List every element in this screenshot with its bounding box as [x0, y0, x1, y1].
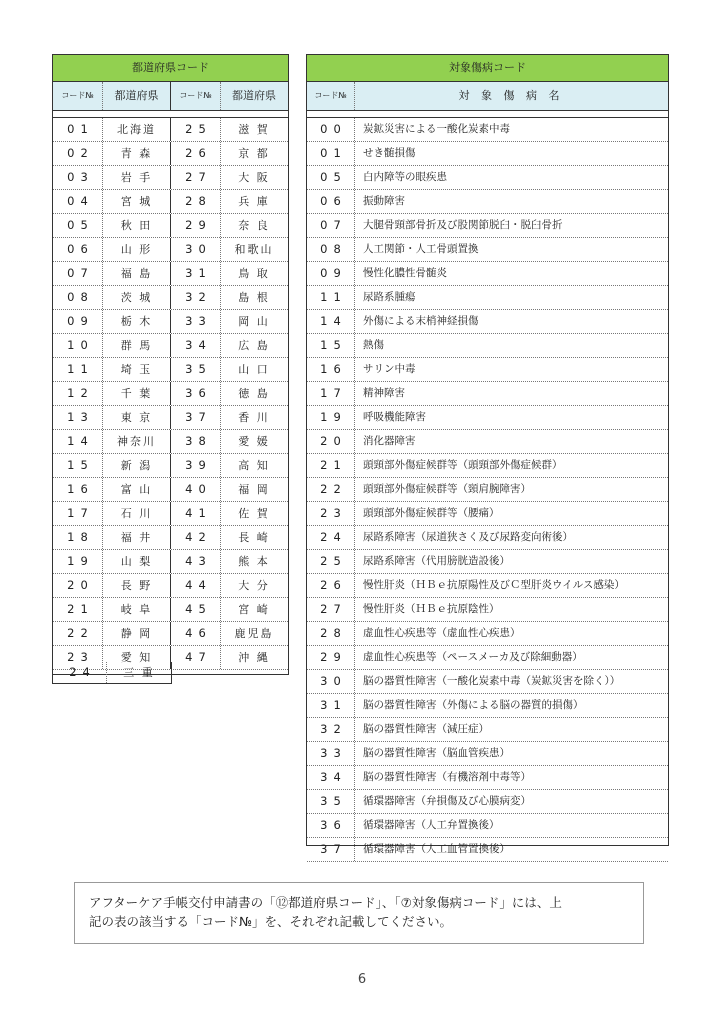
table-row: [307, 166, 668, 190]
prefecture-name: 岡 山: [238, 315, 270, 328]
table-row: [307, 382, 668, 406]
table-row: [53, 574, 288, 598]
prefecture-name: 千 葉: [103, 382, 171, 405]
disease-code: 06: [307, 190, 355, 213]
table-row: [307, 694, 668, 718]
disease-code-table: [306, 54, 669, 856]
prefecture-code: 23: [53, 646, 103, 669]
disease-name: せき髄損傷: [363, 147, 416, 159]
prefecture-name: 高 知: [238, 459, 270, 472]
table-row: [307, 742, 668, 766]
table-row: [53, 550, 288, 574]
table-row: [53, 358, 288, 382]
prefecture-code: 40: [171, 478, 221, 501]
prefecture-name: 三 重: [123, 666, 155, 679]
disease-name: 白内障等の眼疾患: [363, 171, 447, 183]
prefecture-name: 栃 木: [103, 310, 171, 333]
prefecture-code: 13: [53, 406, 103, 429]
disease-code: 36: [307, 814, 355, 837]
prefecture-code: 31: [171, 262, 221, 285]
prefecture-code: 22: [53, 622, 103, 645]
table-row: [307, 358, 668, 382]
prefecture-name: 大 分: [238, 579, 270, 592]
prefecture-code: 35: [171, 358, 221, 381]
disease-name: 炭鉱災害による一酸化炭素中毒: [363, 123, 510, 135]
disease-name: 頭頸部外傷症候群等（頭頸部外傷症候群）: [363, 459, 563, 471]
table-row: [53, 430, 288, 454]
disease-code: 35: [307, 790, 355, 813]
prefecture-code: 25: [171, 118, 221, 141]
prefecture-rows: [53, 118, 288, 670]
note-line-2: 記の表の該当する「コード№」を、それぞれ記載してください。: [89, 914, 453, 929]
note-line-1: アフターケア手帳交付申請書の「⑫都道府県コード」、「⑦対象傷病コード」には、上: [89, 895, 562, 910]
disease-code: 05: [307, 166, 355, 189]
table-row: [307, 430, 668, 454]
table-row: [53, 454, 288, 478]
disease-code: 23: [307, 502, 355, 525]
table-row: [53, 238, 288, 262]
disease-code: 08: [307, 238, 355, 261]
disease-name: 尿路系腫瘍: [363, 291, 416, 303]
disease-code: 33: [307, 742, 355, 765]
disease-name: 慢性肝炎（ＨＢｅ抗原陰性）: [363, 603, 500, 615]
page-number: 6: [357, 972, 367, 987]
disease-name: 慢性肝炎（ＨＢｅ抗原陽性及びＣ型肝炎ウイルス感染）: [363, 579, 625, 591]
table-row: [53, 118, 288, 142]
disease-code: 24: [307, 526, 355, 549]
table-row: [307, 718, 668, 742]
table-row: [53, 262, 288, 286]
table-row: [53, 406, 288, 430]
disease-code: 19: [307, 406, 355, 429]
table-row: [307, 286, 668, 310]
disease-code: 30: [307, 670, 355, 693]
prefecture-name: 静 岡: [103, 622, 171, 645]
prefecture-name: 石 川: [103, 502, 171, 525]
prefecture-code: 20: [53, 574, 103, 597]
prefecture-code: 28: [171, 190, 221, 213]
prefecture-name: 宮 城: [103, 190, 171, 213]
disease-name: 熱傷: [363, 339, 384, 351]
table-row: [307, 598, 668, 622]
table-row: [307, 238, 668, 262]
disease-code: 14: [307, 310, 355, 333]
prefecture-code: 16: [53, 478, 103, 501]
disease-name: 人工関節・人工骨頭置換: [363, 243, 479, 255]
prefecture-name: 埼 玉: [103, 358, 171, 381]
prefecture-name: 長 野: [103, 574, 171, 597]
prefecture-code: 07: [53, 262, 103, 285]
prefecture-code: 26: [171, 142, 221, 165]
disease-name: 呼吸機能障害: [363, 411, 426, 423]
disease-name: 外傷による末梢神経損傷: [363, 315, 479, 327]
disease-table-header: [307, 82, 668, 111]
table-row: [307, 406, 668, 430]
header-prefecture: 都道府県: [103, 82, 171, 110]
table-row: [53, 622, 288, 646]
prefecture-code: 09: [53, 310, 103, 333]
prefecture-name: 滋 賀: [238, 123, 270, 136]
table-row: [307, 646, 668, 670]
table-row: [53, 142, 288, 166]
prefecture-name: 富 山: [103, 478, 171, 501]
prefecture-name: 和歌山: [234, 243, 274, 256]
prefecture-name: 福 島: [103, 262, 171, 285]
prefecture-code: 29: [171, 214, 221, 237]
prefecture-name: 兵 庫: [238, 195, 270, 208]
disease-code: 11: [307, 286, 355, 309]
instruction-note: [74, 882, 644, 944]
prefecture-name: 奈 良: [238, 219, 270, 232]
disease-rows: [307, 118, 668, 862]
header-spacer: [53, 111, 288, 118]
disease-code: 09: [307, 262, 355, 285]
table-row: [307, 550, 668, 574]
disease-name: 脳の器質性障害（外傷による脳の器質的損傷）: [363, 699, 584, 711]
disease-code: 15: [307, 334, 355, 357]
disease-code: 25: [307, 550, 355, 573]
table-row: [307, 670, 668, 694]
prefecture-name: 岩 手: [103, 166, 171, 189]
prefecture-name: 長 崎: [238, 531, 270, 544]
table-row: [307, 502, 668, 526]
prefecture-code: 44: [171, 574, 221, 597]
prefecture-name: 東 京: [103, 406, 171, 429]
prefecture-name: 大 阪: [238, 171, 270, 184]
disease-code: 26: [307, 574, 355, 597]
table-row: [307, 838, 668, 862]
prefecture-code: 04: [53, 190, 103, 213]
header-code: コード№: [307, 82, 355, 110]
disease-code: 34: [307, 766, 355, 789]
table-row: [53, 334, 288, 358]
disease-name: 消化器障害: [363, 435, 416, 447]
prefecture-name: 山 形: [103, 238, 171, 261]
prefecture-code: 37: [171, 406, 221, 429]
disease-name: 脳の器質性障害（有機溶剤中毒等）: [363, 771, 531, 783]
disease-code: 32: [307, 718, 355, 741]
prefecture-code: 45: [171, 598, 221, 621]
table-row: [53, 166, 288, 190]
prefecture-name: 京 都: [238, 147, 270, 160]
prefecture-code: 24: [53, 662, 107, 683]
prefecture-name: 広 島: [238, 339, 270, 352]
prefecture-name: 新 潟: [103, 454, 171, 477]
prefecture-name: 愛 知: [103, 646, 171, 669]
table-row: [53, 382, 288, 406]
prefecture-name: 秋 田: [103, 214, 171, 237]
prefecture-code: 12: [53, 382, 103, 405]
prefecture-code: 41: [171, 502, 221, 525]
disease-name: サリン中毒: [363, 363, 416, 375]
disease-name: 脳の器質性障害（一酸化炭素中毒（炭鉱災害を除く））: [363, 675, 621, 687]
prefecture-code: 36: [171, 382, 221, 405]
disease-name: 尿路系障害（尿道狭さく及び尿路変向術後）: [363, 531, 573, 543]
table-row: [307, 310, 668, 334]
prefecture-code: 47: [171, 646, 221, 669]
prefecture-code: 30: [171, 238, 221, 261]
table-row: [307, 790, 668, 814]
prefecture-code: 19: [53, 550, 103, 573]
disease-name: 尿路系障害（代用膀胱造設後）: [363, 555, 510, 567]
prefecture-code: 34: [171, 334, 221, 357]
disease-name: 頭頸部外傷症候群等（腰痛）: [363, 507, 500, 519]
prefecture-code: 05: [53, 214, 103, 237]
disease-code: 07: [307, 214, 355, 237]
disease-name: 循環器障害（弁損傷及び心膜病変）: [363, 795, 531, 807]
prefecture-name: 山 梨: [103, 550, 171, 573]
prefecture-name: 岐 阜: [103, 598, 171, 621]
prefecture-code: 43: [171, 550, 221, 573]
table-row: [307, 622, 668, 646]
prefecture-table-title: 都道府県コード: [53, 55, 288, 82]
disease-name: 振動障害: [363, 195, 405, 207]
prefecture-name: 島 根: [238, 291, 270, 304]
prefecture-name: 香 川: [238, 411, 270, 424]
prefecture-code: 42: [171, 526, 221, 549]
prefecture-name: 徳 島: [238, 387, 270, 400]
disease-name: 循環器障害（人工血管置換後）: [363, 843, 510, 855]
prefecture-name: 福 岡: [238, 483, 270, 496]
disease-code: 16: [307, 358, 355, 381]
disease-table-title: 対象傷病コード: [307, 55, 668, 82]
prefecture-code-table: [52, 54, 289, 675]
disease-name: 脳の器質性障害（脳血管疾患）: [363, 747, 510, 759]
header-code: コード№: [171, 82, 221, 110]
prefecture-name: 宮 崎: [238, 603, 270, 616]
prefecture-code: 15: [53, 454, 103, 477]
table-row: [53, 190, 288, 214]
prefecture-code: 39: [171, 454, 221, 477]
table-row: [53, 478, 288, 502]
prefecture-name: 愛 媛: [238, 435, 270, 448]
table-row: [307, 262, 668, 286]
table-row: [307, 766, 668, 790]
prefecture-code: 10: [53, 334, 103, 357]
disease-code: 20: [307, 430, 355, 453]
prefecture-extra-row: [52, 662, 172, 684]
table-row: [307, 526, 668, 550]
prefecture-code: 46: [171, 622, 221, 645]
prefecture-code: 18: [53, 526, 103, 549]
prefecture-name: 熊 本: [238, 555, 270, 568]
prefecture-code: 03: [53, 166, 103, 189]
table-row: [53, 598, 288, 622]
prefecture-code: 01: [53, 118, 103, 141]
disease-name: 循環器障害（人工弁置換後）: [363, 819, 500, 831]
table-row: [307, 118, 668, 142]
prefecture-name: 山 口: [238, 363, 270, 376]
prefecture-code: 06: [53, 238, 103, 261]
disease-code: 17: [307, 382, 355, 405]
disease-code: 28: [307, 622, 355, 645]
prefecture-name: 鳥 取: [238, 267, 270, 280]
prefecture-name: 群 馬: [103, 334, 171, 357]
table-row: [53, 502, 288, 526]
header-prefecture: 都道府県: [232, 89, 276, 102]
disease-name: 頭頸部外傷症候群等（頸肩腕障害）: [363, 483, 531, 495]
prefecture-code: 14: [53, 430, 103, 453]
table-row: [53, 214, 288, 238]
prefecture-code: 38: [171, 430, 221, 453]
disease-name: 慢性化膿性骨髄炎: [363, 267, 447, 279]
disease-code: 21: [307, 454, 355, 477]
prefecture-code: 32: [171, 286, 221, 309]
prefecture-table-header: [53, 82, 288, 111]
table-row: [307, 334, 668, 358]
prefecture-code: 11: [53, 358, 103, 381]
disease-code: 22: [307, 478, 355, 501]
prefecture-code: 27: [171, 166, 221, 189]
disease-code: 29: [307, 646, 355, 669]
table-row: [307, 454, 668, 478]
table-row: [307, 142, 668, 166]
prefecture-code: 33: [171, 310, 221, 333]
disease-name: 精神障害: [363, 387, 405, 399]
prefecture-name: 佐 賀: [238, 507, 270, 520]
table-row: [307, 190, 668, 214]
table-row: [53, 310, 288, 334]
prefecture-name: 沖 縄: [238, 651, 270, 664]
prefecture-name: 青 森: [103, 142, 171, 165]
disease-name: 脳の器質性障害（減圧症）: [363, 723, 489, 735]
disease-name: 虚血性心疾患等（虚血性心疾患）: [363, 627, 521, 639]
disease-code: 01: [307, 142, 355, 165]
disease-code: 27: [307, 598, 355, 621]
disease-name: 虚血性心疾患等（ペースメーカ及び除細動器）: [363, 651, 583, 663]
header-code: コード№: [53, 82, 103, 110]
disease-code: 31: [307, 694, 355, 717]
table-row: [307, 814, 668, 838]
table-row: [307, 478, 668, 502]
prefecture-name: 茨 城: [103, 286, 171, 309]
prefecture-name: 神奈川: [103, 430, 171, 453]
header-spacer: [307, 111, 668, 118]
prefecture-name: 福 井: [103, 526, 171, 549]
table-row: [307, 214, 668, 238]
prefecture-code: 21: [53, 598, 103, 621]
table-row: [53, 286, 288, 310]
disease-code: 00: [307, 118, 355, 141]
disease-code: 37: [307, 838, 355, 861]
prefecture-name: 鹿児島: [234, 627, 274, 640]
prefecture-name: 北海道: [103, 118, 171, 141]
prefecture-code: 02: [53, 142, 103, 165]
table-row: [307, 574, 668, 598]
disease-name: 大腿骨頸部骨折及び股関節脱臼・脱臼骨折: [363, 219, 563, 231]
prefecture-code: 08: [53, 286, 103, 309]
prefecture-code: 17: [53, 502, 103, 525]
header-disease-name: 対 象 傷 病 名: [458, 89, 564, 102]
table-row: [53, 526, 288, 550]
